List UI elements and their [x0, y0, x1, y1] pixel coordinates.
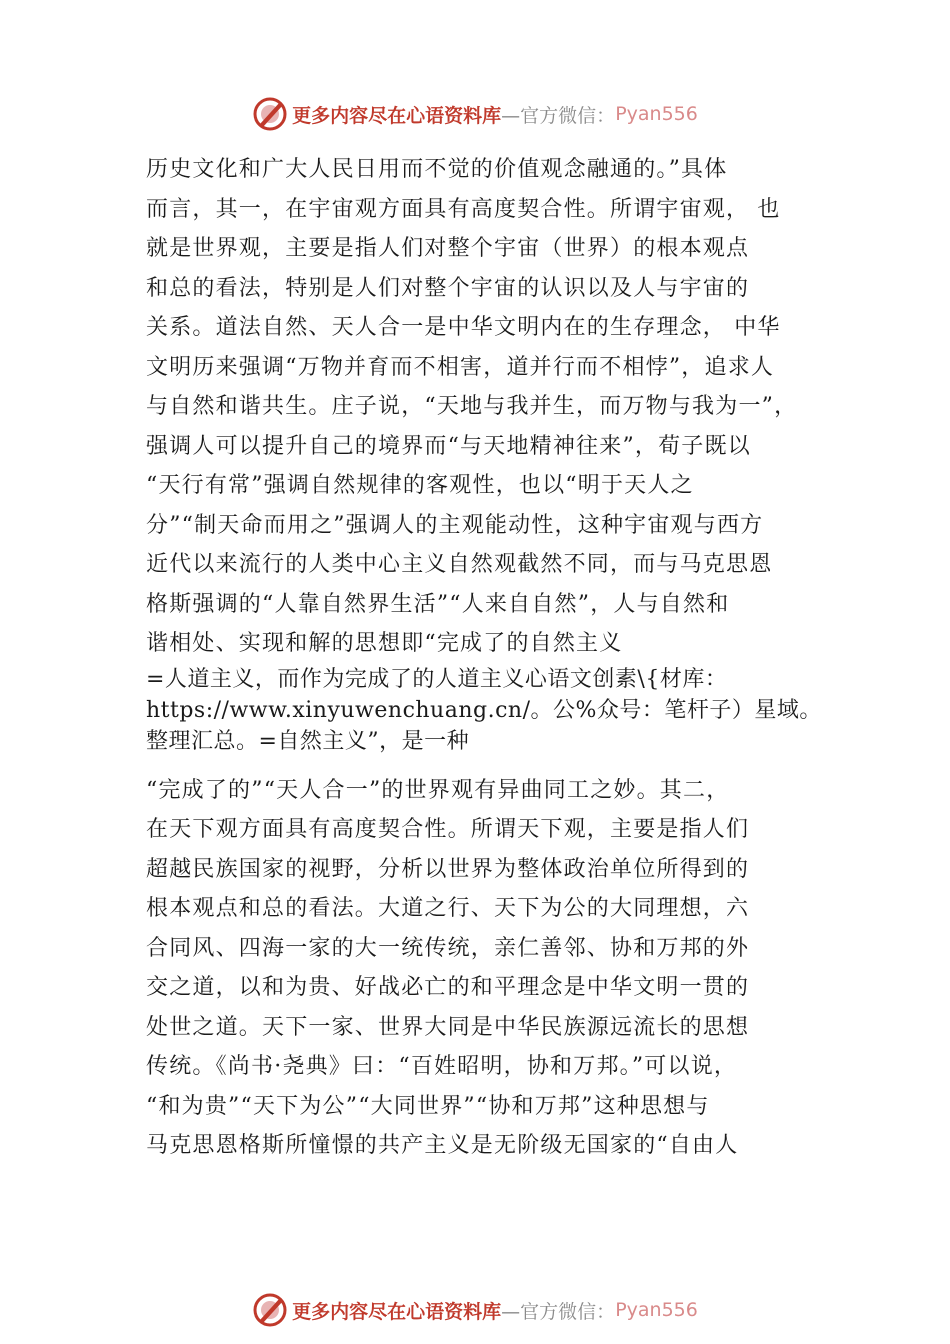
text-line: 文明历来强调“万物并育而不相害，道并行而不相悖”，追求人: [146, 354, 775, 380]
watermark-wechat-id: Pyan556: [615, 1299, 698, 1321]
text-line: “和为贵”“天下为公”“大同世界”“协和万邦”这种思想与: [146, 1093, 710, 1119]
text-line: 强调人可以提升自己的境界而“与天地精神往来”，荀子既以: [146, 433, 751, 459]
text-line: 就是世界观，主要是指人们对整个宇宙（世界）的根本观点: [146, 236, 750, 261]
watermark-brand: 更多内容尽在心语资料库: [292, 104, 502, 127]
text-line: 超越民族国家的视野，分析以世界为整体政治单位所得到的: [146, 856, 750, 882]
text-line: 谐相处、实现和解的思想即“完成了的自然主义: [146, 631, 623, 656]
text-line: 和总的看法，特别是人们对整个宇宙的认识以及人与宇宙的: [146, 275, 750, 301]
brand-logo-icon: [252, 96, 288, 132]
text-line: 与自然和谐共生。庄子说，“天地与我并生，而万物与我为一”，: [146, 394, 798, 419]
text-line: 根本观点和总的看法。大道之行、天下为公的大同理想，六: [146, 896, 750, 921]
text-line: https://www.xinyuwenchuang.cn/。公%众号：笔杆子）星域。: [146, 697, 822, 723]
text-line: 分”“制天命而用之”强调人的主观能动性，这种宇宙观与西方: [146, 512, 764, 538]
text-line: 近代以来流行的人类中心主义自然观截然不同，而与马克思恩: [146, 552, 773, 577]
text-line: 关系。道法自然、天人合一是中华文明内在的生存理念， 中华: [146, 315, 781, 340]
text-line: 在天下观方面具有高度契合性。所谓天下观，主要是指人们: [146, 817, 750, 842]
watermark-official-label: —官方微信：: [501, 1300, 616, 1323]
text-line: 马克思恩格斯所憧憬的共产主义是无阶级无国家的“自由人: [146, 1133, 739, 1158]
text-line: “完成了的”“天人合一”的世界观有异曲同工之妙。其二，: [146, 777, 730, 803]
brand-logo-icon: [252, 1292, 288, 1328]
footer-watermark: [0, 1290, 950, 1330]
document-body: [146, 150, 866, 1166]
text-line: 处世之道。天下一家、世界大同是中华民族源远流长的思想: [146, 1014, 750, 1040]
text-line: 而言，其一，在宇宙观方面具有高度契合性。所谓宇宙观， 也: [146, 196, 781, 222]
watermark-wechat-id: Pyan556: [615, 103, 698, 125]
watermark-official-label: —官方微信：: [501, 104, 616, 127]
text-line: 历史文化和广大人民日用而不觉的价值观念融通的。”具体: [146, 157, 728, 182]
text-line: 传统。《尚书·尧典》曰：“百姓昭明，协和万邦。”可以说，: [146, 1054, 738, 1079]
text-line: “天行有常”强调自然规律的客观性，也以“明于天人之: [146, 473, 694, 498]
header-watermark: [0, 94, 950, 134]
text-line: 合同风、四海一家的大一统传统，亲仁善邻、协和万邦的外: [146, 935, 750, 961]
watermark-brand: 更多内容尽在心语资料库: [292, 1300, 502, 1323]
text-line: =人道主义，而作为完成了的人道主义心语文创素\{材库：: [146, 666, 728, 692]
text-line: 整理汇总。=自然主义”，是一种: [146, 728, 470, 754]
text-line: 交之道，以和为贵、好战必亡的和平理念是中华文明一贯的: [146, 975, 750, 1000]
text-line: 格斯强调的“人靠自然界生活”“人来自自然”，人与自然和: [146, 591, 730, 617]
